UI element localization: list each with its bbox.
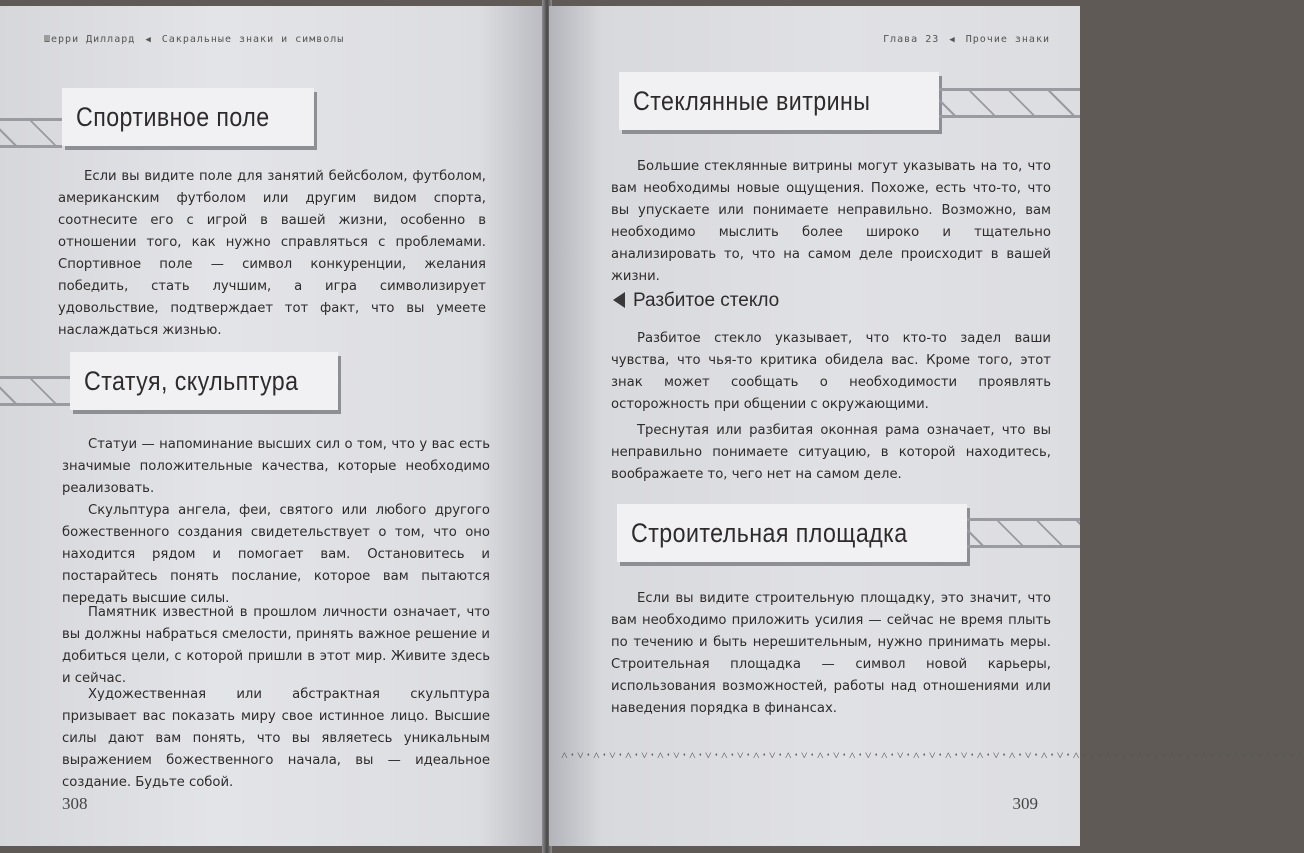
section-banner — [70, 352, 338, 410]
running-head-right — [883, 34, 1050, 45]
truss-decoration — [939, 88, 1080, 118]
truss-decoration — [0, 376, 70, 406]
paragraph: Разбитое стекло указывает, что кто-то задел ваши чувства, что чья-то критика обидела вас. Кроме того, этот знак может сообщать о необходимости проявлять осторожность при общении с окружающими. — [611, 331, 1051, 412]
running-head-left — [44, 34, 344, 45]
paragraph: Треснутая или разбитая оконная рама означает, что вы неправильно понимаете ситуацию, в которой находитесь, воображаете то, чего нет на самом деле. — [611, 423, 1051, 482]
paragraph: Если вы видите поле для занятий бейсболом, футболом, американским футболом или другим видом спорта, соотнесите его с игрой в вашей жизни, особенно в отношении того, как нужно справляться с проблемами. Спортивное поле — символ конкуренции, желания победить, стать лучшим, а игра символизирует удовольствие, подтверждает тот факт, что вы умеете наслаждаться жизнью. — [58, 169, 486, 338]
stitch-decoration: ˄·˅·˄·˅·˄·˅·˄·˅·˄·˅·˄·˅·˄·˅·˄·˅·˄·˅·˄·˅·˄·˅·˄·˅·˄·˅·˄·˅·˄·˅·˄·˅·˄·˅·˄·˅·˄·˅·˄·˅·˄·˅·˄·˅·˄·˅·˄ — [561, 748, 1304, 762]
author-name: Шерри Диллард — [44, 34, 136, 45]
triangle-left-icon — [613, 292, 625, 308]
paragraph: Если вы видите строительную площадку, это значит, что вам необходимо приложить усилия — сейчас не время плыть по течению и быть нерешительным, нужно принимать меры. Строительная площадка — символ новой карьеры, использования возможностей, работы над отношениями или наведения порядка в финансах. — [611, 591, 1051, 716]
chapter-number: Глава 23 — [883, 34, 940, 45]
section-title: Спортивное поле — [76, 101, 270, 132]
truss-decoration — [967, 518, 1080, 548]
section-title: Стеклянные витрины — [633, 85, 871, 116]
subsection-title: Разбитое стекло — [633, 290, 780, 311]
paragraph: Большие стеклянные витрины могут указывать на то, что вам необходимы новые ощущения. Похоже, есть что-то, что вы упускаете или понимаете неправильно. Возможно, вам необходимо мыслить более широко и тщательно анализировать то, что на самом деле происходит в вашей жизни. — [611, 159, 1051, 284]
section-banner — [619, 72, 939, 130]
triangle-left-icon: ◀ — [949, 35, 956, 45]
truss-decoration — [0, 118, 62, 148]
section-banner — [617, 504, 967, 562]
section-banner — [62, 88, 314, 146]
subsection-heading — [613, 290, 779, 312]
paragraph: Статуи — напоминание высших сил о том, что у вас есть значимые положительные качества, которые необходимо реализовать. — [62, 437, 490, 496]
section-title: Строительная площадка — [631, 517, 908, 548]
paragraph: Художественная или абстрактная скульптура призывает вас показать миру свое истинное лицо. Высшие силы дают вам понять, что вы являетесь уникальным выражением божественного начала, вы — идеальное создание. Будьте собой. — [62, 687, 490, 790]
paragraph: Памятник известной в прошлом личности означает, что вы должны набраться смелости, принять важное решение и добиться цели, с которой пришли в этот мир. Живите здесь и сейчас. — [62, 605, 490, 686]
right-page — [549, 6, 1304, 846]
page-number: 309 — [1012, 794, 1038, 813]
paragraph: Скульптура ангела, феи, святого или любого другого божественного создания свидетельствует о том, что оно находится рядом и помогает вам. Остановитесь и постарайтесь понять послание, которое вам пытаются передать высшие силы. — [62, 503, 490, 606]
page-number: 308 — [62, 794, 88, 813]
chapter-title: Прочие знаки — [965, 34, 1050, 45]
book-title: Сакральные знаки и символы — [161, 34, 345, 45]
left-page — [0, 6, 545, 846]
section-title: Статуя, скульптура — [84, 365, 299, 396]
triangle-left-icon: ◀ — [145, 35, 152, 45]
